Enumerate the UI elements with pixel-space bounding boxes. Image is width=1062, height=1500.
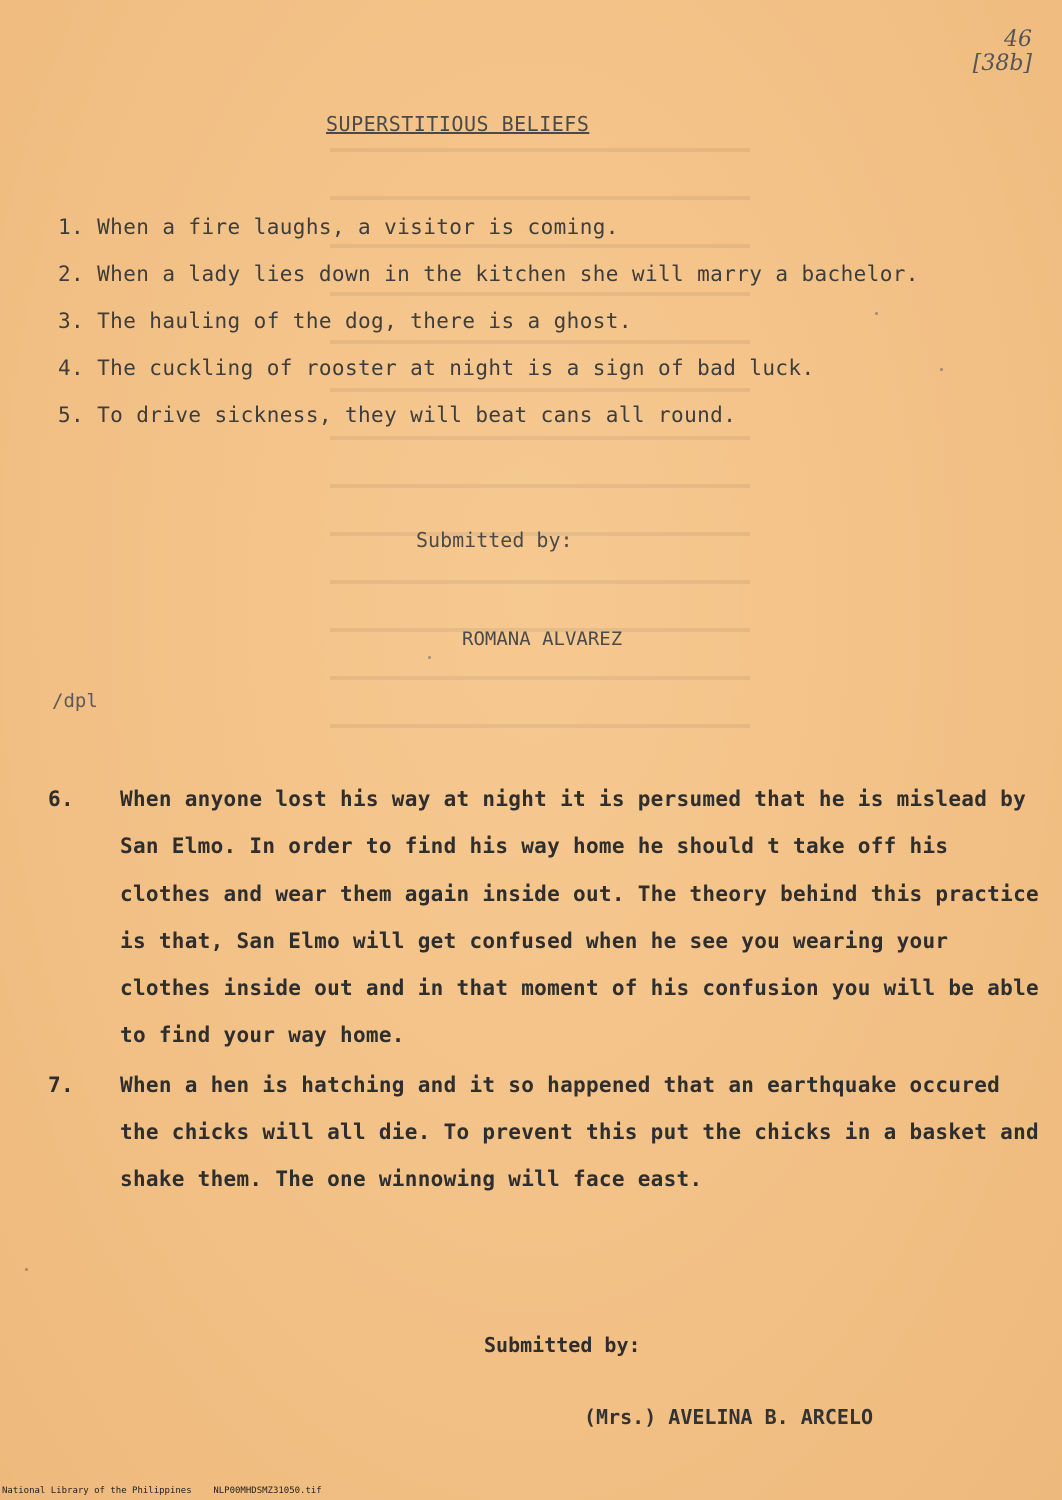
belief-item: 4. The cuckling of rooster at night is a sign of bad luck. bbox=[58, 356, 815, 380]
submitted-by-label: Submitted by: bbox=[484, 1333, 641, 1357]
speck bbox=[875, 312, 878, 315]
belief-number: 7. bbox=[48, 1072, 74, 1097]
beliefs-list-part2 bbox=[48, 776, 1048, 1206]
speck bbox=[428, 656, 431, 659]
speck bbox=[25, 1268, 28, 1271]
footer-filename: NLP00MHDSMZ31050.tif bbox=[213, 1486, 322, 1496]
belief-item: 3. The hauling of the dog, there is a ghost. bbox=[58, 309, 632, 333]
footer-source bbox=[2, 1486, 322, 1496]
typist-initials: /dpl bbox=[52, 690, 98, 712]
belief-item bbox=[48, 776, 1048, 1060]
handwritten-page-number bbox=[942, 28, 1032, 76]
page-reference: [38b] bbox=[972, 51, 1032, 76]
submitter-name: (Mrs.) AVELINA B. ARCELO bbox=[584, 1405, 873, 1429]
speck bbox=[940, 368, 943, 371]
beliefs-list-part1 bbox=[58, 204, 1018, 439]
submitted-by-label: Submitted by: bbox=[416, 528, 573, 552]
belief-item: 1. When a fire laughs, a visitor is coming. bbox=[58, 215, 619, 239]
belief-item bbox=[48, 1062, 1048, 1204]
belief-text: When a hen is hatching and it so happened that an earthquake occured the chicks will all die. To prevent this put the chicks in a basket and shake them. The one winnowing will face east. bbox=[120, 1072, 1039, 1192]
page-number: 46 bbox=[1004, 27, 1032, 52]
belief-item: 5. To drive sickness, they will beat cans all round. bbox=[58, 403, 737, 427]
belief-number: 6. bbox=[48, 787, 74, 811]
belief-item: 2. When a lady lies down in the kitchen she will marry a bachelor. bbox=[58, 262, 919, 286]
footer-library: National Library of the Philippines bbox=[2, 1486, 192, 1496]
submitter-name: ROMANA ALVAREZ bbox=[462, 628, 623, 650]
belief-text: When anyone lost his way at night it is persumed that he is mislead by San Elmo. In order to find his way home he should t take off his clothes and wear them again inside out. The theory behind this practice is that, San Elmo will get confused when he see you wearing your clothes inside out and in that moment of his confusion you will be able to find your way home. bbox=[120, 787, 1039, 1048]
page-title: SUPERSTITIOUS BELIEFS bbox=[326, 112, 590, 136]
